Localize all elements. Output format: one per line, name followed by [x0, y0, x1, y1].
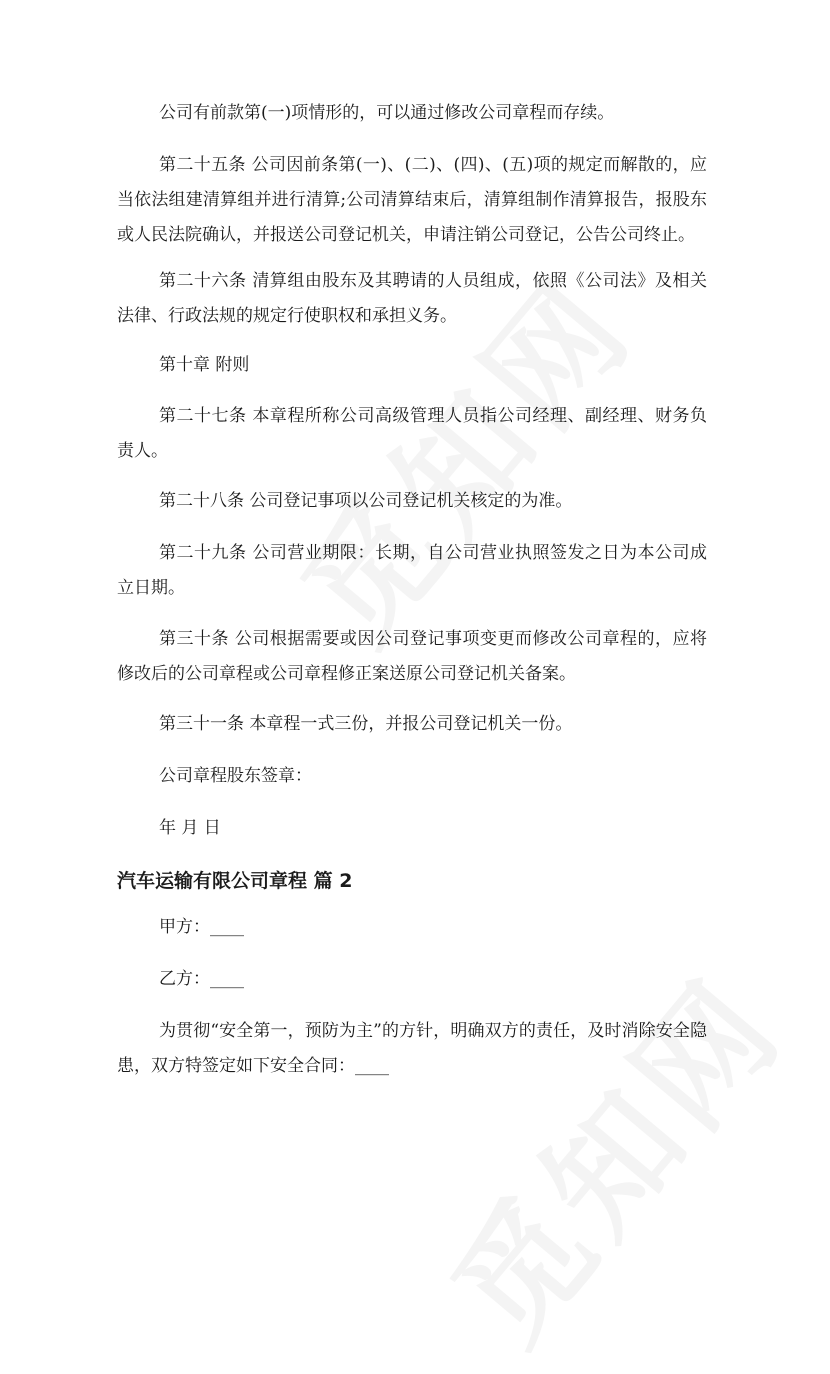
date-line: 年 月 日 — [159, 818, 221, 838]
party-a-line: 甲方：____ — [159, 917, 244, 937]
paragraph-article-26: 第二十六条 清算组由股东及其聘请的人员组成，依照《公司法》及相关法律、行政法规的规定行使职权和承担义务。 — [117, 271, 707, 326]
paragraph-article-27: 第二十七条 本章程所称公司高级管理人员指公司经理、副经理、财务负责人。 — [117, 406, 707, 461]
paragraph-continuation: 公司有前款第(一)项情形的，可以通过修改公司章程而存续。 — [159, 103, 615, 123]
paragraph-article-29: 第二十九条 公司营业期限：长期，自公司营业执照签发之日为本公司成立日期。 — [117, 543, 707, 598]
paragraph-article-30: 第三十条 公司根据需要或因公司登记事项变更而修改公司章程的，应将修改后的公司章程或公司章程修正案送原公司登记机关备案。 — [117, 629, 707, 684]
signature-line: 公司章程股东签章： — [159, 766, 312, 786]
paragraph-article-28: 第二十八条 公司登记事项以公司登记机关核定的为准。 — [159, 491, 573, 511]
party-b-line: 乙方：____ — [159, 969, 244, 989]
section-title: 汽车运输有限公司章程 篇 2 — [117, 870, 353, 892]
paragraph-intro: 为贯彻“安全第一，预防为主”的方针，明确双方的责任，及时消除安全隐患，双方特签定如下安全合同：____ — [117, 1021, 707, 1076]
chapter-heading-10: 第十章 附则 — [159, 355, 250, 375]
paragraph-article-31: 第三十一条 本章程一式三份，并报公司登记机关一份。 — [159, 714, 573, 734]
watermark-bottom — [403, 933, 816, 1374]
paragraph-article-25: 第二十五条 公司因前条第(一)、(二)、(四)、(五)项的规定而解散的，应当依法组建清算组并进行清算;公司清算结束后，清算组制作清算报告，报股东或人民法院确认，并报送公司登记机关，申请注销公司登记，公告公司终止。 — [117, 155, 707, 245]
